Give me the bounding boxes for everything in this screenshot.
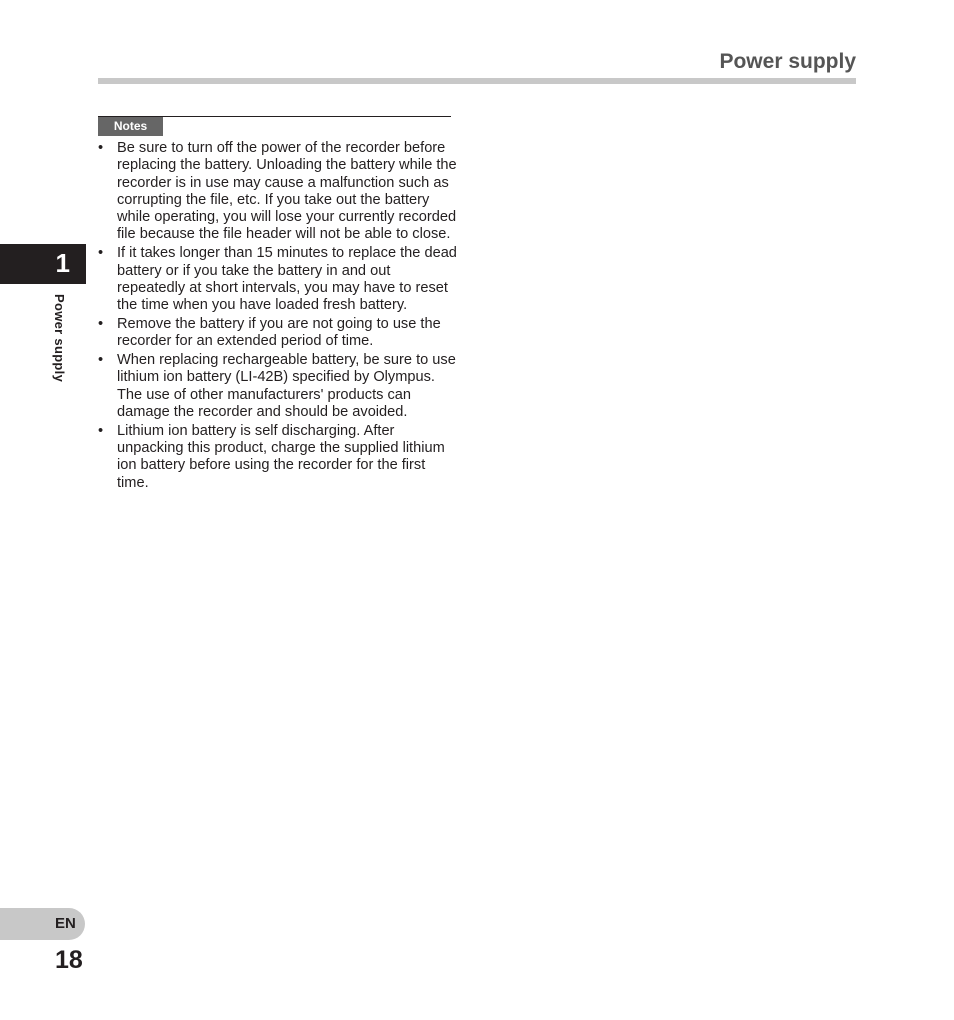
list-item bbox=[98, 423, 458, 492]
header-rule bbox=[98, 78, 856, 84]
note-text: Lithium ion battery is self discharging. After unpacking this product, charge the supplied lithium ion battery before using the recorder for the first time. bbox=[117, 422, 445, 491]
bullet-icon: • bbox=[98, 422, 104, 439]
notes-list bbox=[98, 140, 458, 493]
note-text: When replacing rechargeable battery, be sure to use lithium ion battery (LI-42B) specified by Olympus. The use of other manufacturers' products can damage the recorder and should be avoided. bbox=[117, 352, 456, 420]
page-number: 18 bbox=[55, 946, 83, 974]
language-tab bbox=[0, 908, 85, 940]
list-item bbox=[98, 316, 458, 351]
bullet-icon: • bbox=[98, 315, 104, 332]
bullet-icon: • bbox=[98, 352, 104, 369]
notes-badge: Notes bbox=[98, 117, 163, 136]
chapter-side-label: Power supply bbox=[52, 294, 67, 383]
note-text: Remove the battery if you are not going to use the recorder for an extended period of time. bbox=[117, 315, 441, 350]
bullet-icon: • bbox=[98, 140, 104, 156]
language-label: EN bbox=[55, 915, 76, 932]
chapter-number: 1 bbox=[55, 248, 70, 278]
bullet-icon: • bbox=[98, 245, 104, 262]
chapter-tab bbox=[0, 244, 86, 284]
page-section-title: Power supply bbox=[719, 50, 856, 73]
note-text: If it takes longer than 15 minutes to replace the dead battery or if you take the battery in and out repeatedly at short intervals, you may have to reset the time when you have loaded fresh battery. bbox=[117, 245, 457, 314]
list-item bbox=[98, 140, 458, 244]
list-item bbox=[98, 352, 458, 421]
note-text: Be sure to turn off the power of the recorder before replacing the battery. Unloading the battery while the recorder is in use may cause a malfunction such as corrupting the file, etc. If you take out the battery while operating, you will lose your currently recorded file because the file header will not be able to close. bbox=[117, 140, 457, 243]
list-item bbox=[98, 245, 458, 314]
